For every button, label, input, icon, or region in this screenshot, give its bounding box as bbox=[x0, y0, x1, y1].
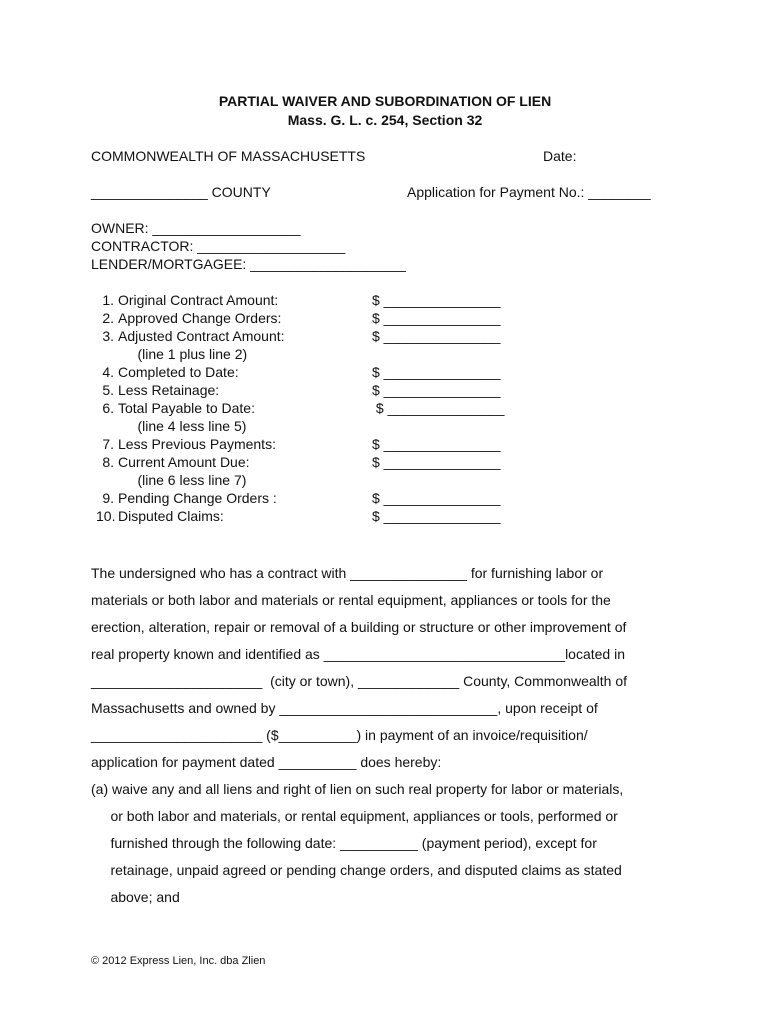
item-amount-blank: $ _______________ bbox=[372, 508, 501, 524]
payment-item-row bbox=[96, 472, 536, 490]
item-label: Original Contract Amount: bbox=[118, 292, 279, 308]
item-label: Adjusted Contract Amount: bbox=[118, 328, 285, 344]
item-number: 5. bbox=[102, 382, 114, 398]
body-line: ______________________ ($__________) in payment of an invoice/requisition/ bbox=[91, 727, 588, 743]
item-label: Approved Change Orders: bbox=[118, 310, 282, 326]
body-line: (a) waive any and all liens and right of lien on such real property for labor or materials, bbox=[91, 781, 624, 797]
item-label: Completed to Date: bbox=[118, 364, 239, 380]
item-number: 6. bbox=[102, 400, 114, 416]
payment-item-row bbox=[96, 364, 536, 382]
county-field: _______________ COUNTY bbox=[91, 184, 271, 200]
body-line: furnished through the following date: __________ (payment period), except for bbox=[91, 835, 597, 851]
copyright-footer: © 2012 Express Lien, Inc. dba Zlien bbox=[91, 955, 266, 967]
item-label: Less Previous Payments: bbox=[118, 436, 276, 452]
contractor-field: CONTRACTOR: ___________________ bbox=[91, 238, 346, 254]
payment-item-row bbox=[96, 508, 536, 526]
payment-item-row bbox=[96, 418, 536, 436]
item-label: Less Retainage: bbox=[118, 382, 220, 398]
payment-item-row bbox=[96, 490, 536, 508]
body-line: The undersigned who has a contract with _______________ for furnishing labor or bbox=[91, 565, 604, 581]
item-number: 1. bbox=[102, 292, 114, 308]
application-number-field: Application for Payment No.: ________ bbox=[407, 184, 651, 200]
item-amount-blank: $ _______________ bbox=[372, 400, 505, 416]
body-line: ______________________ (city or town), _____________ County, Commonwealth of bbox=[91, 673, 628, 689]
document-title: PARTIAL WAIVER AND SUBORDINATION OF LIEN bbox=[218, 93, 552, 109]
item-number: 2. bbox=[102, 310, 114, 326]
item-amount-blank: $ _______________ bbox=[372, 382, 501, 398]
payment-item-row bbox=[96, 382, 536, 400]
body-line: retainage, unpaid agreed or pending change orders, and disputed claims as stated bbox=[91, 862, 622, 878]
body-line: or both labor and materials, or rental equipment, appliances or tools, performed or bbox=[91, 808, 618, 824]
item-label: Total Payable to Date: bbox=[118, 400, 255, 416]
body-line: application for payment dated __________ does hereby: bbox=[91, 754, 442, 770]
body-line: above; and bbox=[91, 889, 180, 905]
payment-item-row bbox=[96, 346, 536, 364]
item-amount-blank: $ _______________ bbox=[372, 454, 501, 470]
payment-item-row bbox=[96, 292, 536, 310]
item-label: Pending Change Orders : bbox=[118, 490, 277, 506]
item-number: 10. bbox=[96, 508, 116, 524]
owner-field: OWNER: ___________________ bbox=[91, 220, 301, 236]
item-number: 3. bbox=[102, 328, 114, 344]
commonwealth-heading: COMMONWEALTH OF MASSACHUSETTS bbox=[91, 148, 366, 164]
item-amount-blank: $ _______________ bbox=[372, 292, 501, 308]
body-line: real property known and identified as _______________________________located in bbox=[91, 646, 625, 662]
statute-reference: Mass. G. L. c. 254, Section 32 bbox=[287, 112, 483, 128]
item-amount-blank: $ _______________ bbox=[372, 490, 501, 506]
date-field: Date: bbox=[543, 148, 577, 164]
item-label: (line 6 less line 7) bbox=[118, 472, 247, 488]
payment-item-row bbox=[96, 310, 536, 328]
payment-item-row bbox=[96, 436, 536, 454]
body-line: erection, alteration, repair or removal of a building or structure or other improvement of bbox=[91, 619, 627, 635]
item-number: 7. bbox=[102, 436, 114, 452]
item-amount-blank: $ _______________ bbox=[372, 364, 501, 380]
item-label: (line 1 plus line 2) bbox=[118, 346, 248, 362]
item-amount-blank: $ _______________ bbox=[372, 310, 501, 326]
item-number: 8. bbox=[102, 454, 114, 470]
body-line: Massachusetts and owned by ____________________________, upon receipt of bbox=[91, 700, 598, 716]
item-number: 9. bbox=[102, 490, 114, 506]
item-amount-blank: $ _______________ bbox=[372, 436, 501, 452]
body-line: materials or both labor and materials or rental equipment, appliances or tools for the bbox=[91, 592, 611, 608]
item-amount-blank: $ _______________ bbox=[372, 328, 501, 344]
lender-field: LENDER/MORTGAGEE: ____________________ bbox=[91, 256, 406, 272]
item-number: 4. bbox=[102, 364, 114, 380]
payment-item-row bbox=[96, 454, 536, 472]
payment-item-row bbox=[96, 328, 536, 346]
item-label: Current Amount Due: bbox=[118, 454, 250, 470]
payment-item-row bbox=[96, 400, 536, 418]
item-label: Disputed Claims: bbox=[118, 508, 224, 524]
item-label: (line 4 less line 5) bbox=[118, 418, 247, 434]
